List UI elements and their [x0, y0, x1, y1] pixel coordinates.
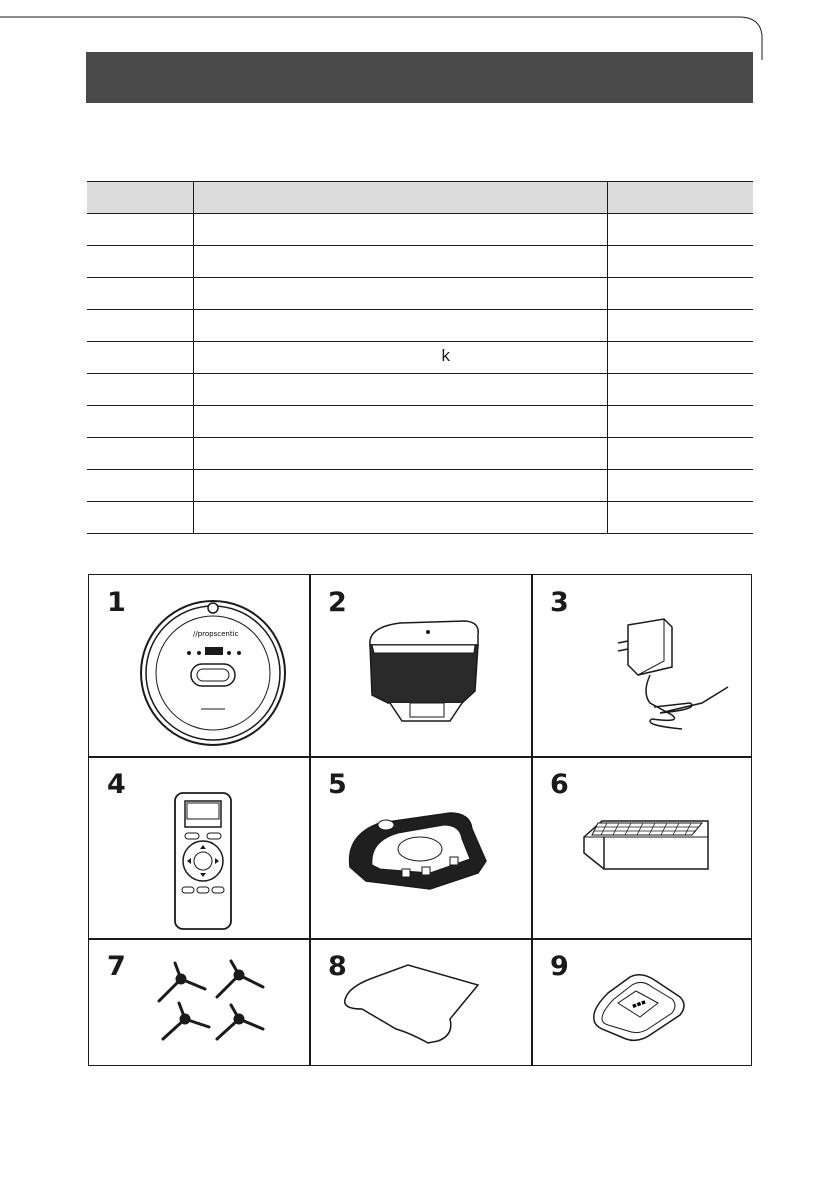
- robot-vacuum-icon: [89, 575, 309, 756]
- part-cell-4: [89, 757, 309, 938]
- part-number: 3: [550, 587, 569, 618]
- table-row: [87, 246, 753, 278]
- cleaning-cloth-icon: [532, 939, 753, 1067]
- part-cell-2: [310, 575, 531, 756]
- cell-qty: [607, 406, 753, 438]
- header-description: [193, 182, 607, 214]
- cell-description: [193, 470, 607, 502]
- part-number: 9: [550, 951, 569, 982]
- cut-line: [0, 0, 839, 60]
- cell-description: [193, 278, 607, 310]
- part-cell-9: [532, 939, 753, 1067]
- cell-qty: [607, 310, 753, 342]
- cell-qty: [607, 470, 753, 502]
- part-cell-8: [310, 939, 531, 1067]
- cell-qty: [607, 342, 753, 374]
- part-cell-3: [532, 575, 753, 756]
- table-row: [87, 278, 753, 310]
- table-row: [87, 342, 753, 374]
- table-row: [87, 406, 753, 438]
- parts-list-table: [87, 181, 753, 534]
- dock-base-icon: [310, 757, 531, 938]
- cell-description: [193, 310, 607, 342]
- table-row: [87, 214, 753, 246]
- part-cell-1: [89, 575, 309, 756]
- part-number: 7: [107, 951, 126, 982]
- cell-item: [87, 374, 193, 406]
- filter-icon: [532, 757, 753, 938]
- table-row: [87, 310, 753, 342]
- section-header-bar: [86, 52, 753, 103]
- part-number: 8: [328, 951, 347, 982]
- cell-description: [193, 374, 607, 406]
- cell-qty: [607, 502, 753, 534]
- cell-item: [87, 246, 193, 278]
- cell-item: [87, 310, 193, 342]
- parts-illustration-grid: [88, 574, 752, 1066]
- header-quantity: [607, 182, 753, 214]
- remote-control-icon: [89, 757, 309, 938]
- boundary-strip-icon: [310, 939, 531, 1067]
- cell-item: [87, 406, 193, 438]
- cell-qty: [607, 278, 753, 310]
- part-number: 2: [328, 587, 347, 618]
- power-adapter-icon: [532, 575, 753, 756]
- cell-item: [87, 438, 193, 470]
- part-number: 4: [107, 769, 126, 800]
- part-cell-6: [532, 757, 753, 938]
- side-brushes-icon: [89, 939, 309, 1067]
- part-cell-5: [310, 757, 531, 938]
- table-row: [87, 502, 753, 534]
- description-fragment: k: [441, 346, 450, 365]
- table-row: [87, 438, 753, 470]
- header-item: [87, 182, 193, 214]
- part-number: 5: [328, 769, 347, 800]
- cell-qty: [607, 374, 753, 406]
- part-number: 6: [550, 769, 569, 800]
- cell-description: [193, 406, 607, 438]
- table-header-row: [87, 182, 753, 214]
- part-number: 1: [107, 587, 126, 618]
- cell-description: [193, 502, 607, 534]
- cell-qty: [607, 214, 753, 246]
- cell-description: [193, 214, 607, 246]
- table-row: [87, 374, 753, 406]
- cell-item: [87, 214, 193, 246]
- svg-text:▪▪▪: ▪▪▪: [630, 997, 647, 1011]
- cell-item: [87, 502, 193, 534]
- svg-text://propscentic: //propscentic: [193, 630, 239, 638]
- cell-qty: [607, 438, 753, 470]
- charging-dock-icon: [310, 575, 531, 756]
- cell-description: [193, 438, 607, 470]
- cell-description: [193, 342, 607, 374]
- cell-description: [193, 246, 607, 278]
- cell-item: [87, 278, 193, 310]
- part-cell-7: [89, 939, 309, 1067]
- cell-item: [87, 470, 193, 502]
- cell-qty: [607, 246, 753, 278]
- cell-item: [87, 342, 193, 374]
- table-row: [87, 470, 753, 502]
